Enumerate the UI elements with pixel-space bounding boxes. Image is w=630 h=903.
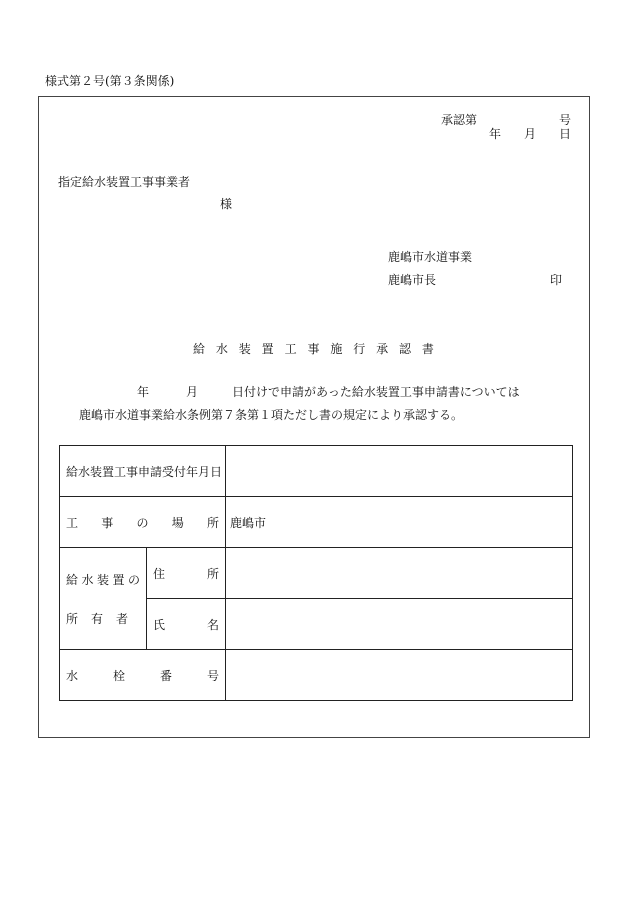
approval-number-suffix: 号 (559, 113, 572, 127)
issuer-title: 鹿嶋市長 (388, 273, 437, 287)
application-table (59, 445, 573, 701)
owner-address-label: 住 所 (147, 548, 226, 599)
table-row (60, 497, 573, 548)
body-line-2: 鹿嶋市水道事業給水条例第７条第１項ただし書の規定により承認する。 (79, 408, 464, 422)
owner-address-field[interactable] (226, 548, 573, 599)
seal-mark: 印 (550, 273, 563, 287)
body-year: 年 (137, 385, 150, 399)
title-char: 行 (353, 342, 366, 356)
issuer-org: 鹿嶋市水道事業 (388, 250, 473, 264)
title-char: 施 (330, 342, 343, 356)
recipient-name: 指定給水装置工事事業者 (58, 175, 191, 189)
receipt-date-label: 給水装置工事申請受付年月日 (60, 446, 226, 497)
title-char: 認 (399, 342, 412, 356)
title-char: 装 (238, 342, 251, 356)
hydrant-number-label: 水 栓 番 号 (60, 650, 226, 701)
owner-name-field[interactable] (226, 599, 573, 650)
title-char: 事 (307, 342, 320, 356)
title-char: 工 (284, 342, 297, 356)
body-line-1: 日付けで申請があった給水装置工事申請書については (232, 385, 520, 399)
title-char: 給 (193, 342, 206, 356)
title-char: 承 (376, 342, 389, 356)
title-char: 置 (261, 342, 274, 356)
table-row (60, 446, 573, 497)
body-month: 月 (186, 385, 199, 399)
form-number: 様式第２号(第３条関係) (45, 74, 175, 88)
receipt-date-field[interactable] (226, 446, 573, 497)
date-month: 月 (524, 127, 537, 141)
title-char: 書 (421, 342, 434, 356)
approval-number-label: 承認第 (441, 113, 478, 127)
construction-site-label: 工 事 の 場 所 (60, 497, 226, 548)
document-title (193, 343, 434, 355)
title-char: 水 (215, 342, 228, 356)
construction-site-value[interactable]: 鹿嶋市 (226, 497, 573, 548)
date-day: 日 (559, 127, 572, 141)
date-year: 年 (489, 127, 502, 141)
owner-name-label: 氏 名 (147, 599, 226, 650)
hydrant-number-field[interactable] (226, 650, 573, 701)
owner-label: 給 水 装 置 の 所 有 者 (60, 548, 147, 650)
table-row (60, 650, 573, 701)
recipient-honorific: 様 (220, 197, 233, 211)
table-row (60, 548, 573, 599)
